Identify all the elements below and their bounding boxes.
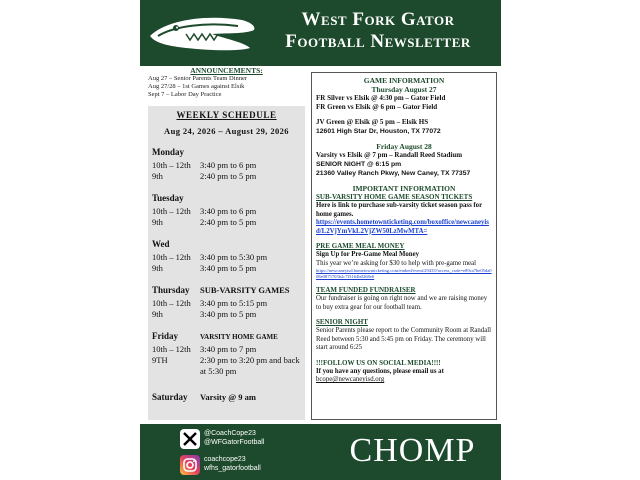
- senior-night-line: SENIOR NIGHT @ 6:15 pm: [316, 161, 402, 168]
- announcement-item: Aug 27 – Senior Parents Team Dinner: [148, 75, 248, 82]
- instagram-handle[interactable]: wfhs_gatorfootball: [204, 465, 261, 472]
- newsletter-footer: [140, 424, 501, 480]
- announcements-title: ANNOUNCEMENTS:: [190, 66, 263, 75]
- newsletter-header: [140, 0, 501, 66]
- newsletter-page: [140, 0, 501, 480]
- schedule-dates: Aug 24, 2026 – August 29, 2026: [164, 126, 289, 136]
- grade-label: 10th – 12th: [152, 344, 191, 354]
- newsletter-title: [258, 9, 498, 53]
- venue-address: 12601 High Star Dr, Houston, TX 77072: [316, 128, 441, 135]
- time-label: 3:40 pm to 6 pm: [200, 160, 257, 170]
- day-event-tag: SUB-VARSITY GAMES: [200, 285, 290, 295]
- game-info-title: GAME INFORMATION: [363, 76, 445, 85]
- game-line: Varsity vs Elsik @ 7 pm – Randall Reed Stadium: [316, 151, 463, 159]
- grade-label: 9TH: [152, 355, 168, 365]
- subvarsity-tickets-heading: SUB-VARSITY HOME GAME SEASON TICKETS: [316, 193, 473, 201]
- game-line: JV Green @ Elsik @ 5 pm – Elsik HS: [316, 118, 429, 126]
- time-label: 2:40 pm to 5 pm: [200, 217, 257, 227]
- meal-money-subheading: Sign Up for Pre-Game Meal Money: [316, 251, 420, 258]
- time-label: 2:40 pm to 5 pm: [200, 171, 257, 181]
- instagram-handles: [204, 455, 261, 473]
- announcement-item: Sept 7 – Labor Day Practice: [148, 91, 222, 98]
- day-name: Monday: [152, 147, 185, 157]
- title-line-2: Football Newsletter: [285, 31, 471, 52]
- announcement-item: Aug 27/28 – 1st Games against Elsik: [148, 83, 245, 90]
- chomp-slogan: CHOMP: [349, 432, 476, 469]
- schedule-title: WEEKLY SCHEDULE: [176, 110, 277, 120]
- day-name: Tuesday: [152, 193, 184, 203]
- x-handle[interactable]: @WFGatorFootball: [204, 439, 265, 446]
- friday-heading: Friday August 28: [376, 142, 432, 151]
- title-line-1: West Fork Gator: [301, 9, 455, 30]
- gator-head-icon: [146, 6, 258, 58]
- important-info-title: IMPORTANT INFORMATION: [352, 184, 456, 193]
- thursday-heading: Thursday August 27: [371, 85, 437, 94]
- contact-email[interactable]: bcope@newcaneyisd.org: [316, 376, 385, 383]
- day-name: Saturday: [152, 392, 188, 402]
- schedule-day-tuesday: [152, 188, 301, 228]
- day-event-tag: VARSITY HOME GAME: [200, 333, 278, 341]
- day-event-tag: Varsity @ 9 am: [200, 392, 256, 402]
- grade-label: 9th: [152, 171, 163, 181]
- schedule-day-thursday: [152, 280, 301, 320]
- game-line: FR Green vs Elsik @ 6 pm – Gator Field: [316, 103, 438, 111]
- schedule-day-saturday: [152, 387, 301, 405]
- grade-label: 10th – 12th: [152, 206, 191, 216]
- questions-text: If you have any questions, please email us at: [316, 367, 444, 375]
- meal-money-heading: PRE GAME MEAL MONEY: [316, 242, 405, 250]
- instagram-icon[interactable]: [180, 455, 200, 475]
- schedule-day-monday: [152, 142, 301, 182]
- day-name: Wed: [152, 239, 170, 249]
- senior-night-text: Senior Parents please report to the Community Room at Randall Reed between 5:30 and 5:45 pm on Friday. The ceremony will start around 6:25: [316, 327, 491, 351]
- announcements: [148, 66, 305, 104]
- subvarsity-tickets-text: Here is link to purchase sub-varsity ticket season pass for home games.: [316, 202, 482, 218]
- schedule-day-wed: [152, 234, 301, 274]
- time-label: 3:40 pm to 6 pm: [200, 206, 257, 216]
- weekly-schedule: [148, 106, 305, 420]
- grade-label: 10th – 12th: [152, 298, 191, 308]
- fundraiser-heading: TEAM FUNDED FUNDRAISER: [316, 286, 416, 294]
- x-handles: [204, 429, 264, 447]
- grade-label: 9th: [152, 263, 163, 273]
- senior-night-heading: SENIOR NIGHT: [316, 318, 368, 326]
- x-twitter-icon[interactable]: [180, 429, 200, 449]
- grade-label: 10th – 12th: [152, 160, 191, 170]
- day-name: Friday: [152, 331, 178, 341]
- grade-label: 10th – 12th: [152, 252, 191, 262]
- time-label: 3:40 pm to 7 pm: [200, 344, 257, 354]
- social-media-heading: !!!FOLLOW US ON SOCIAL MEDIA!!!!: [316, 358, 441, 367]
- fundraiser-text: Our fundraiser is going on right now and we are raising money to buy extra gear for our football team.: [316, 295, 488, 311]
- grade-label: 9th: [152, 309, 163, 319]
- grade-label: 9th: [152, 217, 163, 227]
- game-line: FR Silver vs Elsik @ 4:30 pm – Gator Field: [316, 94, 446, 102]
- venue-address: 21360 Valley Ranch Pkwy, New Caney, TX 77357: [316, 170, 471, 177]
- subvarsity-tickets-link[interactable]: https://events.hometownticketing.com/boxoffice/newcaneyisd/L2VjYmVkL2VjZW50LzMwMTA=: [316, 219, 489, 235]
- day-name: Thursday: [152, 285, 190, 295]
- game-information-panel: [311, 72, 497, 420]
- left-column: [148, 66, 305, 420]
- x-handle[interactable]: @CoachCope23: [204, 430, 256, 437]
- time-label: 3:40 pm to 5 pm: [200, 309, 257, 319]
- schedule-day-friday: [152, 326, 301, 377]
- meal-money-text: This year we’re asking for $30 to help with pre-game meal: [316, 259, 477, 267]
- time-label: 3:40 pm to 5:15 pm: [200, 298, 268, 308]
- time-label: 2:30 pm to 3:20 pm and back at 5:30 pm: [200, 355, 300, 376]
- time-label: 3:40 pm to 5 pm: [200, 263, 257, 273]
- meal-money-link[interactable]: https://newcaneyisd.hometownticketing.com/embed/event/29433?access_code=e89ca7be05da008e0875703b2c7f3164b0268e6: [316, 268, 492, 279]
- time-label: 3:40 pm to 5:30 pm: [200, 252, 268, 262]
- instagram-handle[interactable]: coachcope23: [204, 456, 246, 463]
